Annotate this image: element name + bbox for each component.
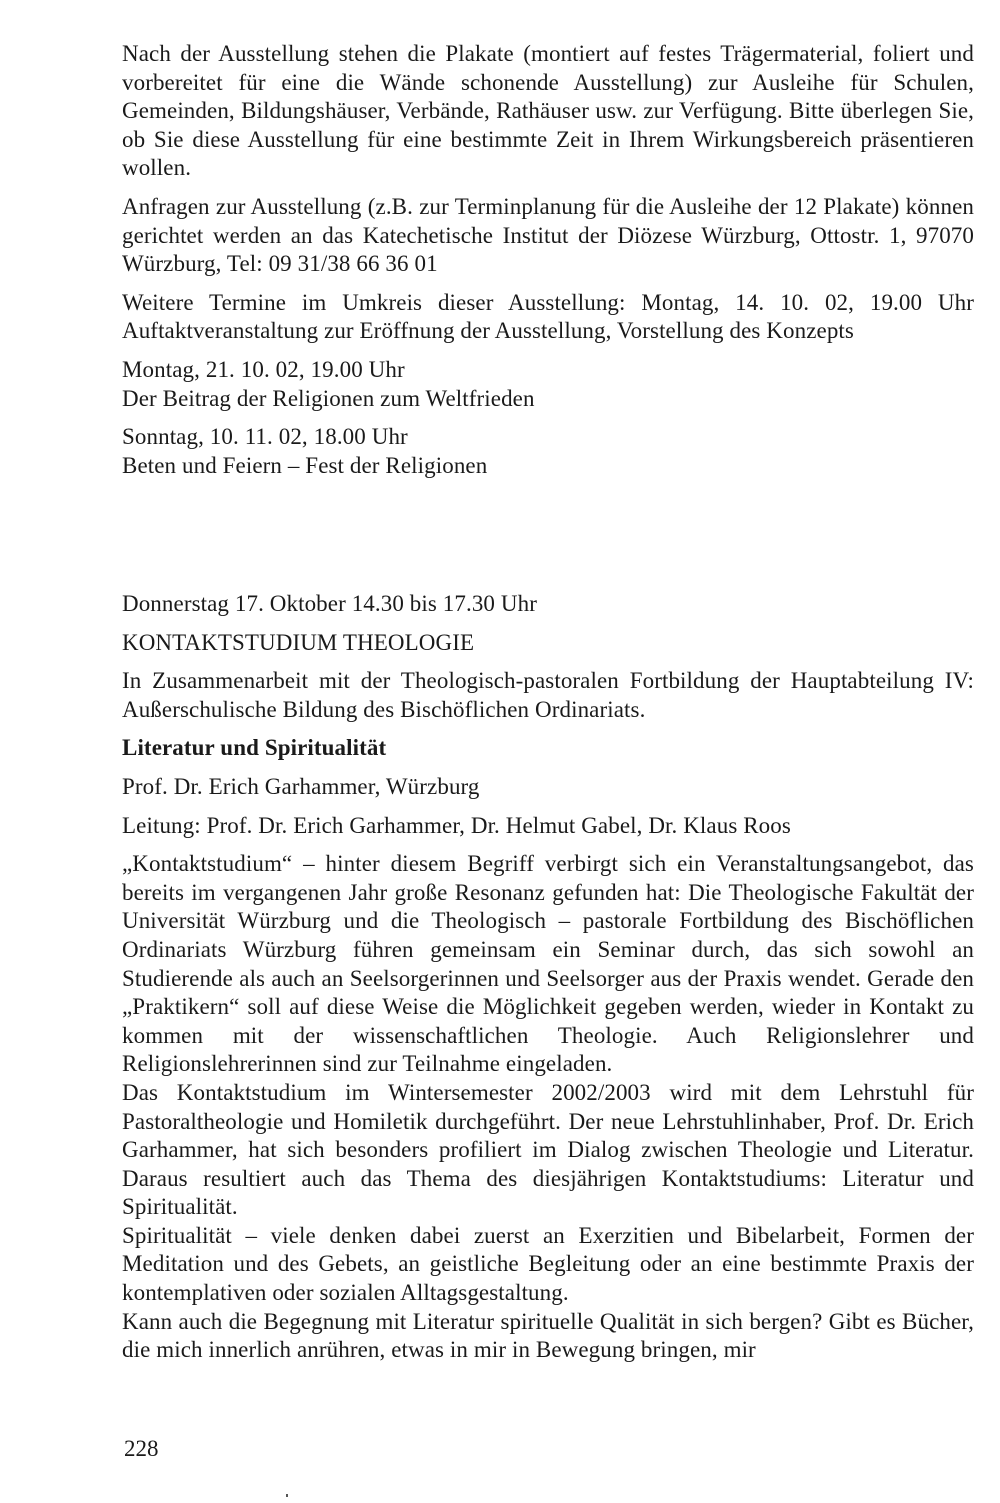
event-date: Donnerstag 17. Oktober 14.30 bis 17.30 Uhr bbox=[122, 591, 537, 616]
body-paragraph-1: „Kontaktstudium“ – hinter diesem Begriff verbirgt sich ein Veranstaltungsangebot, das bereits im vergangenen Jahr große Resonanz gefunden hat: Die Theologische Fakultät der Universität Würzburg und die Theologisch – pastorale Fortbildung des Bischöflichen Ordinariats Würzburg führen gemeinsam ein Seminar durch, das sich sowohl an Studierende als auch an Seelsorgerinnen und Seelsorger aus der Praxis wendet. Gerade den „Praktikern“ soll auf diese Weise die Möglichkeit gegeben werden, wieder in Kontakt zu kommen mit der wissenschaftlichen Theologie. Auch Religionslehrer und Religionslehrerinnen sind zur Teilnahme eingeladen. bbox=[122, 851, 974, 1077]
inquiry-paragraph: Anfragen zur Ausstellung (z.B. zur Terminplanung für die Ausleihe der 12 Plakate) können gerichtet werden an das Katechetische Institut der Diözese Würzburg, Ottostr. 1, 97070 Würzburg, Tel: 09 31/38 66 36 01 bbox=[122, 193, 974, 277]
top-section bbox=[122, 40, 974, 480]
leitung: Leitung: Prof. Dr. Erich Garhammer, Dr. Helmut Gabel, Dr. Klaus Roos bbox=[122, 812, 791, 838]
event-date-3 bbox=[122, 423, 974, 480]
page-number: 228 bbox=[124, 1436, 159, 1461]
cooperation-note: In Zusammenarbeit mit der Theologisch-pastoralen Fortbildung der Hauptabteilung IV: Außerschulische Bildung des Bischöflichen Ordinariats. bbox=[122, 668, 974, 722]
event-date-2-title: Der Beitrag der Religionen zum Weltfrieden bbox=[122, 385, 535, 411]
event-title: KONTAKTSTUDIUM THEOLOGIE bbox=[122, 629, 475, 655]
body-paragraph-2: Das Kontaktstudium im Wintersemester 2002/2003 wird mit dem Lehrstuhl für Pastoraltheologie und Homiletik durchgeführt. Der neue Lehrstuhlinhaber, Prof. Dr. Erich Garhammer, hat sich besonders profiliert im Dialog zwischen Theologie und Literatur. Daraus resultiert auch das Thema des diesjährigen Kontaktstudiums: Literatur und Spiritualität. bbox=[122, 1079, 974, 1220]
event-date-3-when: Sonntag, 10. 11. 02, 18.00 Uhr bbox=[122, 424, 408, 450]
body-paragraph-3: Spiritualität – viele denken dabei zuerst an Exerzitien und Bibelarbeit, Formen der Meditation und des Gebets, an geistliche Begleitung oder an eine bestimmte Praxis der kontemplativen oder sozialen Alltagsgestaltung. bbox=[122, 1222, 974, 1306]
speaker: Prof. Dr. Erich Garhammer, Würzburg bbox=[122, 773, 480, 799]
further-dates-paragraph: Weitere Termine im Umkreis dieser Ausstellung: Montag, 14. 10. 02, 19.00 Uhr Auftaktveranstaltung zur Eröffnung der Ausstellung, Vorstellung des Konzepts bbox=[122, 289, 974, 344]
event-subtitle: Literatur und Spiritualität bbox=[122, 735, 387, 761]
event-date-2-when: Montag, 21. 10. 02, 19.00 Uhr bbox=[122, 356, 405, 382]
body-paragraph-4: Kann auch die Begegnung mit Literatur spirituelle Qualität in sich bergen? Gibt es Bücher, die mich innerlich anrühren, etwas in mir in Bewegung bringen, mir bbox=[122, 1308, 974, 1363]
event-date-2 bbox=[122, 356, 974, 413]
loan-info-paragraph: Nach der Ausstellung stehen die Plakate (montiert auf festes Trägermaterial, foliert und vorbereitet für eine die Wände schonende Ausstellung) zur Ausleihe für Schulen, Gemeinden, Bildungshäuser, Verbände, Rathäuser usw. zur Verfügung. Bitte überlegen Sie, ob Sie diese Ausstellung für eine bestimmte Zeit in Ihrem Wirkungsbereich präsentieren wollen. bbox=[122, 41, 974, 181]
scan-mark bbox=[286, 1494, 288, 1497]
event-date-3-title: Beten und Feiern – Fest der Religionen bbox=[122, 452, 488, 478]
event-section bbox=[122, 590, 974, 1365]
